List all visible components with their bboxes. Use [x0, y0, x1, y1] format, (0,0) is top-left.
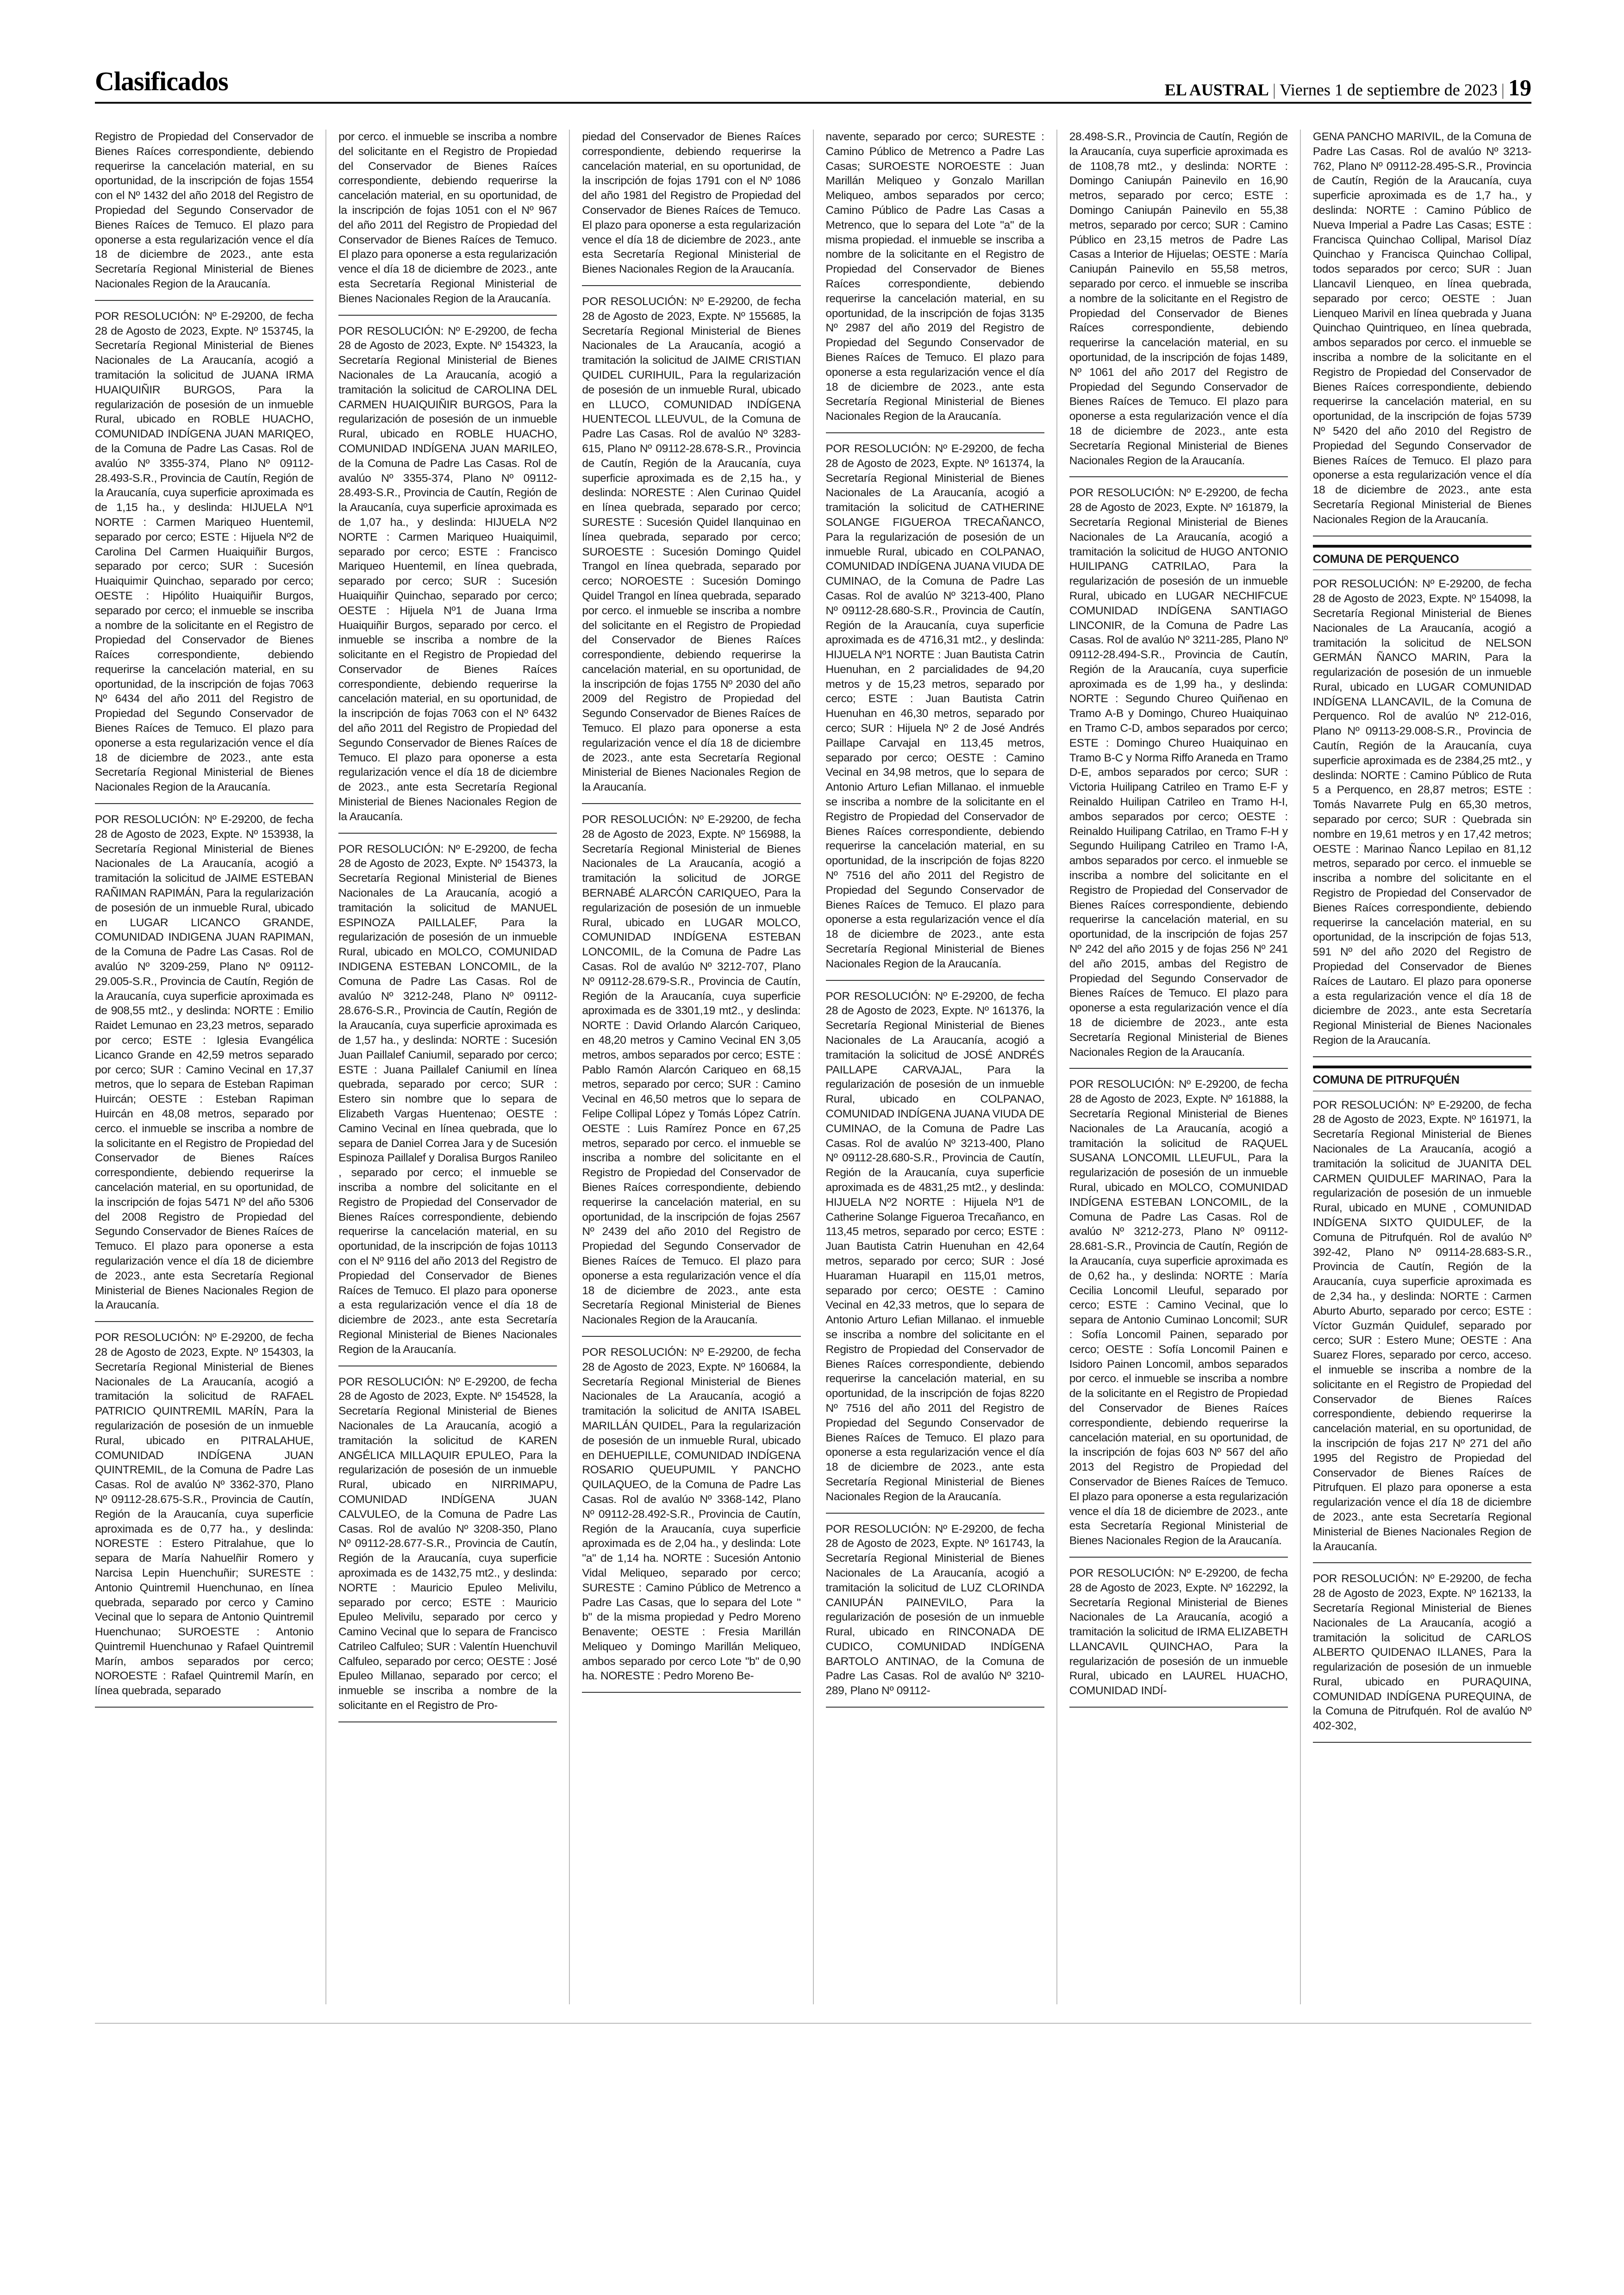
classified-notice — [1313, 130, 1531, 536]
notice-text: POR RESOLUCIÓN: Nº E-29200, de fecha 28 de Agosto de 2023, Expte. Nº 153938, la Secretaría Regional Ministerial de Bienes Nacionales de La Araucanía, acogió a tramitación la solicitud de JAIME ESTEBAN RAÑIMAN RAPIMÁN, Para la regularización de posesión de un inmueble Rural, ubicado en LUGAR LICANCO GRANDE, COMUNIDAD INDIGENA JUAN RAPIMAN, de la Comuna de Padre Las Casas. Rol de avalúo Nº 3209-259, Plano Nº 09112-29.005-S.R., Provincia de Cautín, Región de la Araucanía, cuya superficie aproximada es de 908,55 mt2., y deslinda: NORTE : Emilio Raidet Lemunao en 23,23 metros, separado por cerco; ESTE : Iglesia Evangélica Licanco Grande en 42,59 metros separado por cerco; SUR : Camino Vecinal en 17,37 metros, que lo separa de Esteban Rapiman Huircán; OESTE : Esteban Rapiman Huircán en 48,08 metros, separado por cerco. el inmueble se inscriba a nombre de la solicitante en el Registro de Propiedad del Conservador de Bienes Raíces correspondiente, debiendo requerirse la cancelación material, en su oportunidad, de la inscripción de fojas 5471 Nº del año 5306 del 2008 Registro de Propiedad del Segundo Conservador de Bienes Raíces de Temuco. El plazo para oponerse a esta regularización vence el día 18 de diciembre de 2023., ante esta Secretaría Regional Ministerial de Bienes Nacionales Region de la Araucanía. — [95, 813, 314, 1312]
commune-heading: COMUNA DE PERQUENCO — [1313, 545, 1531, 571]
classified-notice — [1069, 486, 1288, 1069]
commune-heading: COMUNA DE PITRUFQUÉN — [1313, 1066, 1531, 1091]
notice-text: POR RESOLUCIÓN: Nº E-29200, de fecha 28 de Agosto de 2023, Expte. Nº 161879, la Secretaría Regional Ministerial de Bienes Nacionales de La Araucanía, acogió a tramitación la solicitud de HUGO ANTONIO HUILIPANG CATRILAO, Para la regularización de posesión de un inmueble Rural, ubicado en LUGAR NECHIFCUE COMUNIDAD INDÍGENA SANTIAGO LINCONIR, de la Comuna de Padre Las Casas. Rol de avalúo Nº 3211-285, Plano Nº 09112-28.494-S.R., Provincia de Cautín, Región de la Araucanía, cuya superficie aproximada es de 1,99 ha., y deslinda: NORTE : Segundo Chureo Quiñenao en Tramo A-B y Domingo, Chureo Huaiquinao en Tramo C-D, ambos separados por cerco; ESTE : Domingo Chureo Huaiquinao en Tramo B-C y Norma Riffo Araneda en Tramo D-E, ambos separados por cerco; SUR : Victoria Huilipang Catrileo en Tramo E-F y Reinaldo Huilipan Catrileo en Tramo H-I, ambos separados por cerco; OESTE : Reinaldo Huilipang Catrilao, en Tramo F-H y Segundo Huilipang Catrileo en Tramo I-A, ambos separados por cerco. el inmueble se inscriba a nombre del solicitante en el Registro de Propiedad del Conservador de Bienes Raíces correspondiente, debiendo requerirse la cancelación material, en su oportunidad, de la inscripción de fojas 257 Nº 242 del año 2015 y de fojas 256 Nº 241 del año 2015, ambas del Registro de Propiedad del Segundo Conservador de Bienes Raíces de Temuco. El plazo para oponerse a esta regularización vence el día 18 de diciembre de 2023., ante esta Secretaría Regional Ministerial de Bienes Nacionales Region de la Araucanía. — [1069, 486, 1288, 1059]
column-5 — [1056, 130, 1288, 2004]
classified-notice — [582, 130, 800, 286]
notice-text: 28.498-S.R., Provincia de Cautín, Región de la Araucanía, cuya superficie aproximada es de 1108,78 mt2., y deslinda: NORTE : Domingo Caniupán Painevilo en 16,90 metros, separado por cerco; ESTE : Domingo Caniupán Painevilo en 55,38 metros, separado por cerco; SUR : Camino Público en 23,15 metros de Padre Las Casas a Interior de Hijuelas; OESTE : María Caniupán Painevilo en 55,58 metros, separado por cerco. el inmueble se inscriba a nombre de la solicitante en el Registro de Propiedad del Conservador de Bienes Raíces correspondiente, debiendo requerirse la cancelación material, en su oportunidad, de la inscripción de fojas 1489, Nº 1061 del año 2017 del Registro de Propiedad del Segundo Conservador de Bienes Raíces de Temuco. El plazo para oponerse a esta regularización vence el día 18 de diciembre de 2023., ante esta Secretaría Regional Ministerial de Bienes Nacionales Region de la Araucanía. — [1069, 131, 1288, 467]
notice-text: POR RESOLUCIÓN: Nº E-29200, de fecha 28 de Agosto de 2023, Expte. Nº 160684, la Secretaría Regional Ministerial de Bienes Nacionales de La Araucanía, acogió a tramitación la solicitud de ANITA ISABEL MARILLÁN QUIDEL, Para la regularización de posesión de un inmueble Rural, ubicado en DEHUEPILLE, COMUNIDAD INDÍGENA ROSARIO QUEUPUMIL Y PANCHO QUILAQUEO, de la Comuna de Padre Las Casas. Rol de avalúo Nº 3368-142, Plano Nº 09112-28.492-S.R., Provincia de Cautín, Región de la Araucanía, cuya superficie aproximada es de 2,04 ha., y deslinda: Lote "a" de 1,14 ha. NORTE : Sucesión Antonio Vidal Meliqueo, separado por cerco; SURESTE : Camino Público de Metrenco a Padre Las Casas, que lo separa del Lote " b" de la misma propiedad y Pedro Moreno Benavente; OESTE : Fresia Marillán Meliqueo y Domingo Marillán Meliqueo, ambos separado por cerco Lote "b" de 0,90 ha. NORESTE : Pedro Moreno Be- — [582, 1346, 801, 1683]
classified-notice — [1313, 1572, 1531, 1743]
notice-text: POR RESOLUCIÓN: Nº E-29200, de fecha 28 de Agosto de 2023, Expte. Nº 161888, la Secretaría Regional Ministerial de Bienes Nacionales de La Araucanía, acogió a tramitación la solicitud de RAQUEL SUSANA LONCOMIL LLEUFUL, Para la regularización de posesión de un inmueble Rural, ubicado en MOLCO, COMUNIDAD INDÍGENA ESTEBAN LONCOMIL, de la Comuna de Padre Las Casas. Rol de avalúo Nº 3212-273, Plano Nº 09112-28.681-S.R., Provincia de Cautín, Región de la Araucanía, cuya superficie aproximada es de 0,62 ha., y deslinda: NORTE : María Cecilia Loncomil Lleuful, separado por cerco; ESTE : Camino Vecinal, que lo separa de Antonio Cuminao Loncomil; SUR : Sofía Loncomil Painen, separado por cerco; OESTE : Sofía Loncomil Painen e Isidoro Painen Loncomil, ambos separados por cerco. el inmueble se inscriba a nombre de la solicitante en el Registro de Propiedad del Conservador de Bienes Raíces correspondiente, debiendo requerirse la cancelación material, en su oportunidad, de la inscripción de fojas 603 Nº 567 del año 2013 del Registro de Propiedad del Conservador de Bienes Raíces de Temuco. El plazo para oponerse a esta regularización vence el día 18 de diciembre de 2023., ante esta Secretaría Regional Ministerial de Bienes Nacionales Region de la Araucanía. — [1069, 1078, 1288, 1547]
notice-text: piedad del Conservador de Bienes Raíces correspondiente, debiendo requerirse la cancelación material, en su oportunidad, de la inscripción de fojas 1791 con el Nº 1086 del año 1981 del Registro de Propiedad del Conservador de Bienes Raíces de Temuco. El plazo para oponerse a esta regularización vence el día 18 de diciembre de 2023., ante esta Secretaría Regional Ministerial de Bienes Nacionales Region de la Araucanía. — [582, 131, 801, 276]
classified-notice — [1313, 577, 1531, 1057]
page-header — [95, 65, 1531, 104]
column-2 — [325, 130, 557, 2004]
masthead: EL AUSTRAL | Viernes 1 de septiembre de 2023 | 19 — [1164, 75, 1531, 100]
classified-notice — [582, 294, 800, 804]
classified-notice — [1069, 1566, 1288, 1708]
notice-text: POR RESOLUCIÓN: Nº E-29200, de fecha 28 de Agosto de 2023, Expte. Nº 161374, la Secretaría Regional Ministerial de Bienes Nacionales de La Araucanía, acogió a tramitación la solicitud de CATHERINE SOLANGE FIGUEROA TRECAÑANCO, Para la regularización de posesión de un inmueble Rural, ubicado en COLPANAO, COMUNIDAD INDÍGENA JUANA VIUDA DE CUMINAO, de la Comuna de Padre Las Casas. Rol de avalúo Nº 3213-400, Plano Nº 09112-28.680-S.R., Provincia de Cautín, Región de la Araucanía, cuya superficie aproximada es de 4716,31 mt2., y deslinda: HIJUELA Nº1 NORTE : Juan Bautista Catrin Huenuhan, en 2 parcialidades de 94,20 metros y de 15,23 metros, separado por cerco; ESTE : Juan Bautista Catrin Huenuhan en 46,30 metros, separado por cerco; SUR : Hijuela Nº 2 de José Andrés Paillape Carvajal en 113,45 metros, separado por cerco; OESTE : Camino Vecinal en 34,98 metros, que lo separa de Antonio Arturo Lefian Millanao. el inmueble se inscriba a nombre de la solicitante en el Registro de Propiedad del Conservador de Bienes Raíces correspondiente, debiendo requerirse la cancelación material, en su oportunidad, de la inscripción de fojas 8220 Nº 7516 del año 2011 del Registro de Propiedad del Segundo Conservador de Bienes Raíces de Temuco. El plazo para oponerse a esta regularización vence el día 18 de diciembre de 2023., ante esta Secretaría Regional Ministerial de Bienes Nacionales Region de la Araucanía. — [825, 442, 1044, 970]
notice-text: POR RESOLUCIÓN: Nº E-29200, de fecha 28 de Agosto de 2023, Expte. Nº 162292, la Secretaría Regional Ministerial de Bienes Nacionales de La Araucanía, acogió a tramitación la solicitud de IRMA ELIZABETH LLANCAVIL QUINCHAO, Para la regularización de posesión de un inmueble Rural, ubicado en LAUREL HUACHO, COMUNIDAD INDÍ- — [1069, 1566, 1288, 1697]
classified-notice — [826, 442, 1044, 981]
issue-date: Viernes 1 de septiembre de 2023 — [1280, 81, 1498, 99]
notice-text: POR RESOLUCIÓN: Nº E-29200, de fecha 28 de Agosto de 2023, Expte. Nº 154528, la Secretaría Regional Ministerial de Bienes Nacionales de La Araucanía, acogió a tramitación la solicitud de KAREN ANGÉLICA MILLAQUIR EPULEO, Para la regularización de posesión de un inmueble Rural, ubicado en NIRRIMAPU, COMUNIDAD INDÍGENA JUAN CALVULEO, de la Comuna de Padre Las Casas. Rol de avalúo Nº 3208-350, Plano Nº 09112-28.677-S.R., Provincia de Cautín, Región de la Araucanía, cuya superficie aproximada es de 1432,75 mt2., y deslinda: NORTE : Mauricio Epuleo Melivilu, separado por cerco; ESTE : Mauricio Epuleo Melivilu, separado por cerco y Camino Vecinal que lo separa de Francisco Catrileo Calfuleo; SUR : Valentín Huenchuvil Calfuleo, separado por cerco; OESTE : José Epuleo Millanao, separado por cerco; el inmueble se inscriba a nombre de la solicitante en el Registro de Pro- — [338, 1375, 557, 1712]
classified-notice — [95, 1330, 313, 1708]
notice-text: POR RESOLUCIÓN: Nº E-29200, de fecha 28 de Agosto de 2023, Expte. Nº 154373, la Secretaría Regional Ministerial de Bienes Nacionales de La Araucanía, acogió a tramitación la solicitud de MANUEL ESPINOZA PAILLALEF, Para la regularización de posesión de un inmueble Rural, ubicado en MOLCO, COMUNIDAD INDIGENA ESTEBAN LONCOMIL, de la Comuna de Padre Las Casas. Rol de avalúo Nº 3212-248, Plano Nº 09112-28.676-S.R., Provincia de Cautín, Región de la Araucanía, cuya superficie aproximada es de 1,57 ha., y deslinda: NORTE : Sucesión Juan Paillalef Caniumil, separado por cerco; ESTE : Juana Paillalef Caniumil en línea quebrada, separado por cerco; SUR : Estero sin nombre que lo separa de Elizabeth Vargas Huentenao; OESTE : Camino Vecinal en línea quebrada, que lo separa de Daniel Correa Jara y de Sucesión Espinoza Paillalef y Doralisa Burgos Ranileo , separado por cerco; el inmueble se inscriba a nombre del solicitante en el Registro de Propiedad del Conservador de Bienes Raíces correspondiente, debiendo requerirse la cancelación material, en su oportunidad, de la inscripción de fojas 10113 con el Nº 9116 del año 2013 del Registro de Propiedad del Conservador de Bienes Raíces de Temuco. El plazo para oponerse a esta regularización vence el día 18 de diciembre de 2023., ante esta Secretaría Regional Ministerial de Bienes Nacionales Region de la Araucanía. — [338, 842, 557, 1356]
notice-text: POR RESOLUCIÓN: Nº E-29200, de fecha 28 de Agosto de 2023, Expte. Nº 154303, la Secretaría Regional Ministerial de Bienes Nacionales de La Araucanía, acogió a tramitación la solicitud de RAFAEL PATRICIO QUINTREMIL MARÍN, Para la regularización de posesión de un inmueble Rural, ubicado en PITRALAHUE, COMUNIDAD INDÍGENA JUAN QUINTREMIL, de la Comuna de Padre Las Casas. Rol de avalúo Nº 3362-370, Plano Nº 09112-28.675-S.R., Provincia de Cautín, Región de la Araucanía, cuya superficie aproximada es de 0,77 ha., y deslinda: NORESTE : Estero Pitralahue, que lo separa de María Nahuelñir Romero y Narcisa Lepin Huenchuñir; SURESTE : Antonio Quintremil Huenchunao, en línea quebrada, separado por cerco y Camino Vecinal que lo separa de Antonio Quintremil Huenchunao; SUROESTE : Antonio Quintremil Huenchunao y Rafael Quintremil Marín, ambos separados por cerco; NOROESTE : Rafael Quintremil Marín, en línea quebrada, separado — [95, 1331, 314, 1697]
classified-notice — [1313, 1098, 1531, 1564]
notice-text: Registro de Propiedad del Conservador de Bienes Raíces correspondiente, debiendo requerirse la cancelación material, en su oportunidad, de la inscripción de fojas 1554 con el Nº 1432 del año 2018 del Registro de Propiedad del Segundo Conservador de Bienes Raíces de Temuco. El plazo para oponerse a esta regularización vence el día 18 de diciembre de 2023., ante esta Secretaría Regional Ministerial de Bienes Nacionales Region de la Araucanía. — [95, 131, 314, 290]
classified-notice — [95, 309, 313, 804]
notice-text: POR RESOLUCIÓN: Nº E-29200, de fecha 28 de Agosto de 2023, Expte. Nº 155685, la Secretaría Regional Ministerial de Bienes Nacionales de La Araucanía, acogió a tramitación la solicitud de JAIME CRISTIAN QUIDEL CURIHUIL, Para la regularización de posesión de un inmueble Rural, ubicado en LLUCO, COMUNIDAD INDÍGENA HUENTECOL LLEUVUL, de la Comuna de Padre Las Casas. Rol de avalúo Nº 3283-615, Plano Nº 09112-28.678-S.R., Provincia de Cautín, Región de la Araucanía, cuya superficie aproximada es de 2,15 ha., y deslinda: NORESTE : Alen Curinao Quidel en línea quebrada, separado por cerco; SURESTE : Sucesión Quidel Ilanquinao en línea quebrada, separado por cerco; SUROESTE : Sucesión Domingo Quidel Trangol en línea quebrada, separado por cerco; NOROESTE : Sucesión Domingo Quidel Trangol en línea quebrada, separado por cerco. el inmueble se inscriba a nombre del solicitante en el Registro de Propiedad del Conservador de Bienes Raíces correspondiente, debiendo requerirse la cancelación material, en su oportunidad, de la inscripción de fojas 1755 Nº 2030 del año 2009 del Registro de Propiedad del Segundo Conservador de Bienes Raíces de Temuco. El plazo para oponerse a esta regularización vence el día 18 de diciembre de 2023., ante esta Secretaría Regional Ministerial de Bienes Nacionales Region de la Araucanía. — [582, 295, 801, 794]
footer-divider — [95, 2023, 1531, 2024]
classified-notice — [95, 130, 313, 301]
column-4 — [813, 130, 1044, 2004]
notice-text: POR RESOLUCIÓN: Nº E-29200, de fecha 28 de Agosto de 2023, Expte. Nº 161376, la Secretaría Regional Ministerial de Bienes Nacionales de La Araucanía, acogió a tramitación la solicitud de JOSÉ ANDRÉS PAILLAPE CARVAJAL, Para la regularización de posesión de un inmueble Rural, ubicado en COLPANAO, COMUNIDAD INDÍGENA JUANA VIUDA DE CUMINAO, de la Comuna de Padre Las Casas. Rol de avalúo Nº 3213-400, Plano Nº 09112-28.680-S.R., Provincia de Cautín, Región de la Araucanía, cuya superficie aproximada es de 4831,25 mt2., y deslinda: HIJUELA Nº2 NORTE : Hijuela Nº1 de Catherine Solange Figueroa Trecañanco, en 113,45 metros, separado por cerco; ESTE : Juan Bautista Catrin Huenuhan en 42,64 metros, separado por cerco; SUR : José Huaraman Huarapil en 115,01 metros, separado por cerco; OESTE : Camino Vecinal en 42,33 metros, que lo separa de Antonio Arturo Lefian Millanao. el inmueble se inscriba a nombre del solicitante en el Registro de Propiedad del Conservador de Bienes Raíces correspondiente, debiendo requerirse la cancelación material, en su oportunidad, de la inscripción de fojas 8220 Nº 7516 del año 2011 del Registro de Propiedad del Segundo Conservador de Bienes Raíces de Temuco. El plazo para oponerse a esta regularización vence el día 18 de diciembre de 2023., ante esta Secretaría Regional Ministerial de Bienes Nacionales Region de la Araucanía. — [825, 990, 1044, 1503]
notice-text: POR RESOLUCIÓN: Nº E-29200, de fecha 28 de Agosto de 2023, Expte. Nº 162133, la Secretaría Regional Ministerial de Bienes Nacionales de La Araucanía, acogió a tramitación la solicitud de CARLOS ALBERTO QUIDENAO ILLANES, Para la regularización de posesión de un inmueble Rural, ubicado en PURAQUINA, COMUNIDAD INDÍGENA PUREQUINA, de la Comuna de Pitrufquén. Rol de avalúo Nº 402-302, — [1312, 1572, 1532, 1733]
classified-notice — [582, 812, 800, 1337]
classified-notice — [582, 1345, 800, 1693]
classified-notice — [1069, 130, 1288, 477]
classified-columns — [95, 130, 1531, 2004]
section-title: Clasificados — [95, 66, 228, 96]
notice-text: GENA PANCHO MARIVIL, de la Comuna de Padre Las Casas. Rol de avalúo Nº 3213-762, Plano Nº 09112-28.495-S.R., Provincia de Cautín, Región de la Araucanía, cuya superficie aproximada es de 1,7 ha., y deslinda: NORTE : Camino Público de Nueva Imperial a Padre Las Casas; ESTE : Francisca Quinchao Collipal, Marisol Díaz Quinchao y Francisca Quinchao Collipal, todos separados por cerco; SUR : Juan Llancavil Lienqueo, en línea quebrada, separado por cerco; OESTE : Juan Lienqueo Marivil en línea quebrada y Juana Quinchao Quintriqueo, en línea quebrada, ambos separados por cerco. el inmueble se inscriba a nombre de la solicitante en el Registro de Propiedad del Conservador de Bienes Raíces correspondiente, debiendo requerirse la cancelación material, en su oportunidad, de la inscripción de fojas 5739 Nº 5420 del año 2010 del Registro de Propiedad del Segundo Conservador de Bienes Raíces de Temuco. El plazo para oponerse a esta regularización vence el día 18 de diciembre de 2023., ante esta Secretaría Regional Ministerial de Bienes Nacionales Region de la Araucanía. — [1312, 131, 1532, 526]
notice-text: por cerco. el inmueble se inscriba a nombre del solicitante en el Registro de Propiedad del Conservador de Bienes Raíces correspondiente, debiendo requerirse la cancelación material, en su oportunidad, de la inscripción de fojas 1051 con el Nº 967 del año 2011 del Registro de Propiedad del Conservador de Bienes Raíces de Temuco. El plazo para oponerse a esta regularización vence el día 18 de diciembre de 2023., ante esta Secretaría Regional Ministerial de Bienes Nacionales Region de la Araucanía. — [338, 131, 557, 305]
notice-text: POR RESOLUCIÓN: Nº E-29200, de fecha 28 de Agosto de 2023, Expte. Nº 156988, la Secretaría Regional Ministerial de Bienes Nacionales de La Araucanía, acogió a tramitación la solicitud de JORGE BERNABÉ ALARCÓN CARIQUEO, Para la regularización de posesión de un inmueble Rural, ubicado en LUGAR MOLCO, COMUNIDAD INDÍGENA ESTEBAN LONCOMIL, de la Comuna de Padre Las Casas. Rol de avalúo Nº 3212-707, Plano Nº 09112-28.679-S.R., Provincia de Cautín, Región de la Araucanía, cuya superficie aproximada es de 3301,19 mt2., y deslinda: NORTE : David Orlando Alarcón Cariqueo, en 48,20 metros y Camino Vecinal EN 3,05 metros, ambos separados por cerco; ESTE : Pablo Ramón Alarcón Cariqueo en 68,15 metros, separado por cerco; SUR : Camino Vecinal en 46,50 metros que lo separa de Felipe Collipal López y Tomás López Catrín. OESTE : Luis Ramírez Ponce en 67,25 metros, separado por cerco. el inmueble se inscriba a nombre del solicitante en el Registro de Propiedad del Conservador de Bienes Raíces correspondiente, debiendo requerirse la cancelación material, en su oportunidad, de la inscripción de fojas 2567 Nº 2439 del año 2010 del Registro de Propiedad del Segundo Conservador de Bienes Raíces de Temuco. El plazo para oponerse a esta regularización vence el día 18 de diciembre de 2023., ante esta Secretaría Regional Ministerial de Bienes Nacionales Region de la Araucanía. — [582, 813, 801, 1327]
column-3 — [569, 130, 800, 2004]
classified-notice — [338, 842, 557, 1366]
classified-notice — [826, 1522, 1044, 1708]
classified-notice — [1069, 1077, 1288, 1558]
notice-text: POR RESOLUCIÓN: Nº E-29200, de fecha 28 de Agosto de 2023, Expte. Nº 161971, la Secretaría Regional Ministerial de Bienes Nacionales de La Araucanía, acogió a tramitación la solicitud de JUANITA DEL CARMEN QUIDULEF MARINAO, Para la regularización de posesión de un inmueble Rural, ubicado en MUNE , COMUNIDAD INDÍGENA SIXTO QUIDULEF, de la Comuna de Pitrufquén. Rol de avalúo Nº 392-42, Plano Nº 09114-28.683-S.R., Provincia de Cautín, Región de la Araucanía, cuya superficie aproximada es de 2,34 ha., y deslinda: NORTE : Carmen Aburto Aburto, separado por cerco; ESTE : Víctor Guzmán Quidulef, separado por cerco; SUR : Estero Mune; OESTE : Ana Suarez Flores, separado por cerco, acceso. el inmueble se inscriba a nombre de la solicitante en el Registro de Propiedad del Conservador de Bienes Raíces correspondiente, debiendo requerirse la cancelación material, en su oportunidad, de la inscripción de fojas 217 Nº 271 del año 1995 del Registro de Propiedad del Conservador de Bienes Raíces de Pitrufquen. El plazo para oponerse a esta regularización vence el día 18 de diciembre de 2023., ante esta Secretaría Regional Ministerial de Bienes Nacionales Region de la Araucanía. — [1312, 1098, 1532, 1553]
classified-notice — [338, 130, 557, 316]
notice-text: POR RESOLUCIÓN: Nº E-29200, de fecha 28 de Agosto de 2023, Expte. Nº 154098, la Secretaría Regional Ministerial de Bienes Nacionales de La Araucanía, acogió a tramitación la solicitud de NELSON GERMÁN ÑANCO MARIN, Para la regularización de posesión de un inmueble Rural, ubicado en LUGAR COMUNIDAD INDÍGENA LLANCAVIL, de la Comuna de Perquenco. Rol de avalúo Nº 212-016, Plano Nº 09113-29.008-S.R., Provincia de Cautín, Región de la Araucanía, cuya superficie aproximada es de 2384,25 mt2., y deslinda: NORTE : Camino Público de Ruta 5 a Perquenco, en 28,87 metros; ESTE : Tomás Navarrete Pulg en 65,30 metros, separado por cerco; SUR : Quebrada sin nombre en 19,61 metros y en 17,42 metros; OESTE : Marinao Ñanco Lepilao en 81,12 metros, separado por cerco. el inmueble se inscriba a nombre del solicitante en el Registro de Propiedad del Conservador de Bienes Raíces correspondiente, debiendo requerirse la cancelación material, en su oportunidad, de la inscripción de fojas 513, 591 Nº del año 2020 del Registro de Propiedad del Conservador de Bienes Raíces de Lautaro. El plazo para oponerse a esta regularización vence el día 18 de diciembre de 2023., ante esta Secretaría Regional Ministerial de Bienes Nacionales Region de la Araucanía. — [1312, 578, 1532, 1047]
page-number: 19 — [1508, 75, 1531, 100]
classified-notice — [95, 812, 313, 1322]
newspaper-name: EL AUSTRAL — [1164, 81, 1269, 99]
classified-notice — [338, 324, 557, 834]
notice-text: navente, separado por cerco; SURESTE : Camino Público de Metrenco a Padre Las Casas; SUROESTE NOROESTE : Juan Marillán Meliqueo y Gonzalo Marillan Meliqueo, ambos separados por cerco; Camino Público de Padre Las Casas a Metrenco, que lo separa del Lote "a" de la misma propiedad. el inmueble se inscriba a nombre de la solicitante en el Registro de Propiedad del Conservador de Bienes Raíces correspondiente, debiendo requerirse la cancelación material, en su oportunidad, de la inscripción de fojas 3135 Nº 2987 del año 2019 del Registro de Propiedad del Segundo Conservador de Bienes Raíces de Temuco. El plazo para oponerse a esta regularización vence el día 18 de diciembre de 2023., ante esta Secretaría Regional Ministerial de Bienes Nacionales Region de la Araucanía. — [825, 131, 1044, 423]
classified-notice — [826, 130, 1044, 433]
classified-notice — [826, 989, 1044, 1514]
notice-text: POR RESOLUCIÓN: Nº E-29200, de fecha 28 de Agosto de 2023, Expte. Nº 154323, la Secretaría Regional Ministerial de Bienes Nacionales de La Araucanía, acogió a tramitación la solicitud de CAROLINA DEL CARMEN HUAIQUIÑIR BURGOS, Para la regularización de posesión de un inmueble Rural, ubicado en ROBLE HUACHO, COMUNIDAD INDÍGENA JUAN MARILEO, de la Comuna de Padre Las Casas. Rol de avalúo Nº 3355-374, Plano Nº 09112-28.493-S.R., Provincia de Cautín, Región de la Araucanía, cuya superficie aproximada es de 1,07 ha., y deslinda: HIJUELA Nº2 NORTE : Carmen Mariqueo Huaiquimil, separado por cerco; ESTE : Francisco Mariqueo Huentemil, en línea quebrada, separado por cerco; SUR : Sucesión Huaiquiñir Quinchao, separado por cerco; OESTE : Hijuela Nº1 de Juana Irma Huaiquiñir Burgos, separado por cerco. el inmueble se inscriba a nombre de la solicitante en el Registro de Propiedad del Conservador de Bienes Raíces correspondiente, debiendo requerirse la cancelación material, en su oportunidad, de la inscripción de fojas 7063 con el Nº 6432 del año 2011 del Registro de Propiedad del Segundo Conservador de Bienes Raíces de Temuco. El plazo para oponerse a esta regularización vence el día 18 de diciembre de 2023., ante esta Secretaría Regional Ministerial de Bienes Nacionales Region de la Araucanía. — [338, 324, 557, 823]
notice-text: POR RESOLUCIÓN: Nº E-29200, de fecha 28 de Agosto de 2023, Expte. Nº 161743, la Secretaría Regional Ministerial de Bienes Nacionales de La Araucanía, acogió a tramitación la solicitud de LUZ CLORINDA CANIUPÁN PAINEVILO, Para la regularización de posesión de un inmueble Rural, ubicado en RINCONADA DE CUDICO, COMUNIDAD INDÍGENA BARTOLO ANTINAO, de la Comuna de Padre Las Casas. Rol de avalúo Nº 3210-289, Plano Nº 09112- — [825, 1522, 1044, 1697]
classified-notice — [338, 1375, 557, 1722]
column-1 — [95, 130, 313, 2004]
column-6 — [1300, 130, 1531, 2004]
notice-text: POR RESOLUCIÓN: Nº E-29200, de fecha 28 de Agosto de 2023, Expte. Nº 153745, la Secretaría Regional Ministerial de Bienes Nacionales de La Araucanía, acogió a tramitación la solicitud de JUANA IRMA HUAIQUIÑIR BURGOS, Para la regularización de posesión de un inmueble Rural, ubicado en ROBLE HUACHO, COMUNIDAD INDÍGENA JUAN MARIQEO, de la Comuna de Padre Las Casas. Rol de avalúo Nº 3355-374, Plano Nº 09112-28.493-S.R., Provincia de Cautín, Región de la Araucanía, cuya superficie aproximada es de 1,15 ha., y deslinda: HIJUELA Nº1 NORTE : Carmen Mariqueo Huentemil, separado por cerco; ESTE : Hijuela Nº2 de Carolina Del Carmen Huaiquiñir Burgos, separado por cerco; SUR : Sucesión Huaiquimir Quinchao, separado por cerco; OESTE : Hipólito Huaiquiñir Burgos, separado por cerco; el inmueble se inscriba a nombre de la solicitante en el Registro de Propiedad del Conservador de Bienes Raíces correspondiente, debiendo requerirse la cancelación material, en su oportunidad, de la inscripción de fojas 7063 Nº 6434 del año 2011 del Registro de Propiedad del Segundo Conservador de Bienes Raíces de Temuco. El plazo para oponerse a esta regularización vence el día 18 de diciembre de 2023., ante esta Secretaría Regional Ministerial de Bienes Nacionales Region de la Araucanía. — [95, 310, 314, 794]
